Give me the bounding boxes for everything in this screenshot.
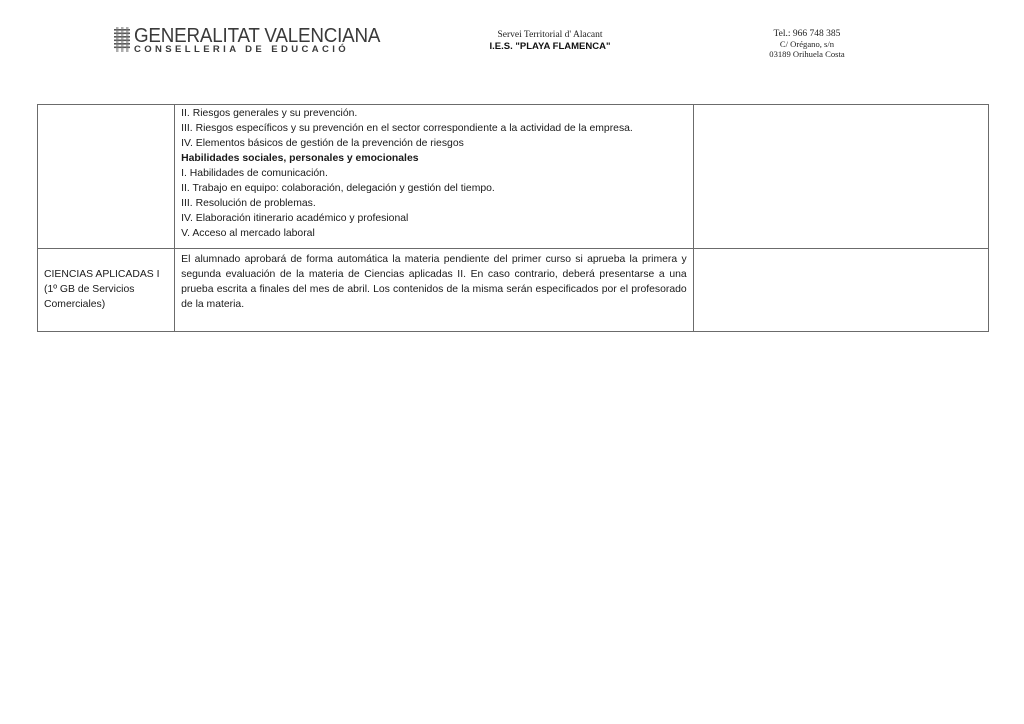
notes-text [694,249,988,252]
notes-cell [693,249,988,332]
pending-subjects-table [37,104,989,332]
content-list [175,105,693,241]
content-line: II. Trabajo en equipo: colaboración, delegación y gestión del tiempo. [181,183,495,194]
content-paragraph: El alumnado aprobará de forma automática la materia pendiente del primer curso si aprueba la primera y segunda evaluación de la materia de Ciencias aplicadas II. En caso contrario, deberá presentarse a una prueba escrita a finales del mes de abril. Los contenidos de la misma serán especificados por el profesorado de la materia. [181,254,687,310]
content-line: IV. Elaboración itinerario académico y profesional [181,213,409,224]
content-cell [175,105,694,249]
generalitat-emblem-icon [114,27,130,52]
subject-line: CIENCIAS APLICADAS I [44,269,160,280]
generalitat-logo [114,25,381,56]
school-name: I.E.S. "PLAYA FLAMENCA" [489,41,611,52]
institution-header [440,30,660,52]
subject-line: Comerciales) [44,299,106,310]
content-line: IV. Elementos básicos de gestión de la prevención de riesgos [181,138,464,149]
content-line: II. Riesgos generales y su prevención. [181,108,358,119]
content-cell [175,249,694,332]
content-line: III. Riesgos específicos y su prevención en el sector correspondiente a la actividad de la empresa. [181,123,633,134]
notes-cell [693,105,988,249]
territorial-service: Servei Territorial d' Alacant [497,30,603,40]
subject-cell [38,249,175,332]
content-line: III. Resolución de problemas. [181,198,316,209]
city-address: 03189 Orihuela Costa [769,49,845,59]
phone-number: Tel.: 966 748 385 [773,29,841,39]
subject-cell [38,105,175,249]
table-row [38,105,989,249]
logo-subtitle: CONSELLERIA DE EDUCACIÓ [134,44,350,55]
logo-title: GENERALITAT VALENCIANA [134,25,381,47]
contact-info [740,29,874,59]
subject-name [38,249,174,312]
street-address: C/ Orégano, s/n [779,39,835,49]
content-line: V. Acceso al mercado laboral [181,228,315,239]
section-heading: Habilidades sociales, personales y emocionales [181,153,419,164]
table-row [38,249,989,332]
content-line: I. Habilidades de comunicación. [181,168,328,179]
subject-line: (1º GB de Servicios [44,284,135,295]
